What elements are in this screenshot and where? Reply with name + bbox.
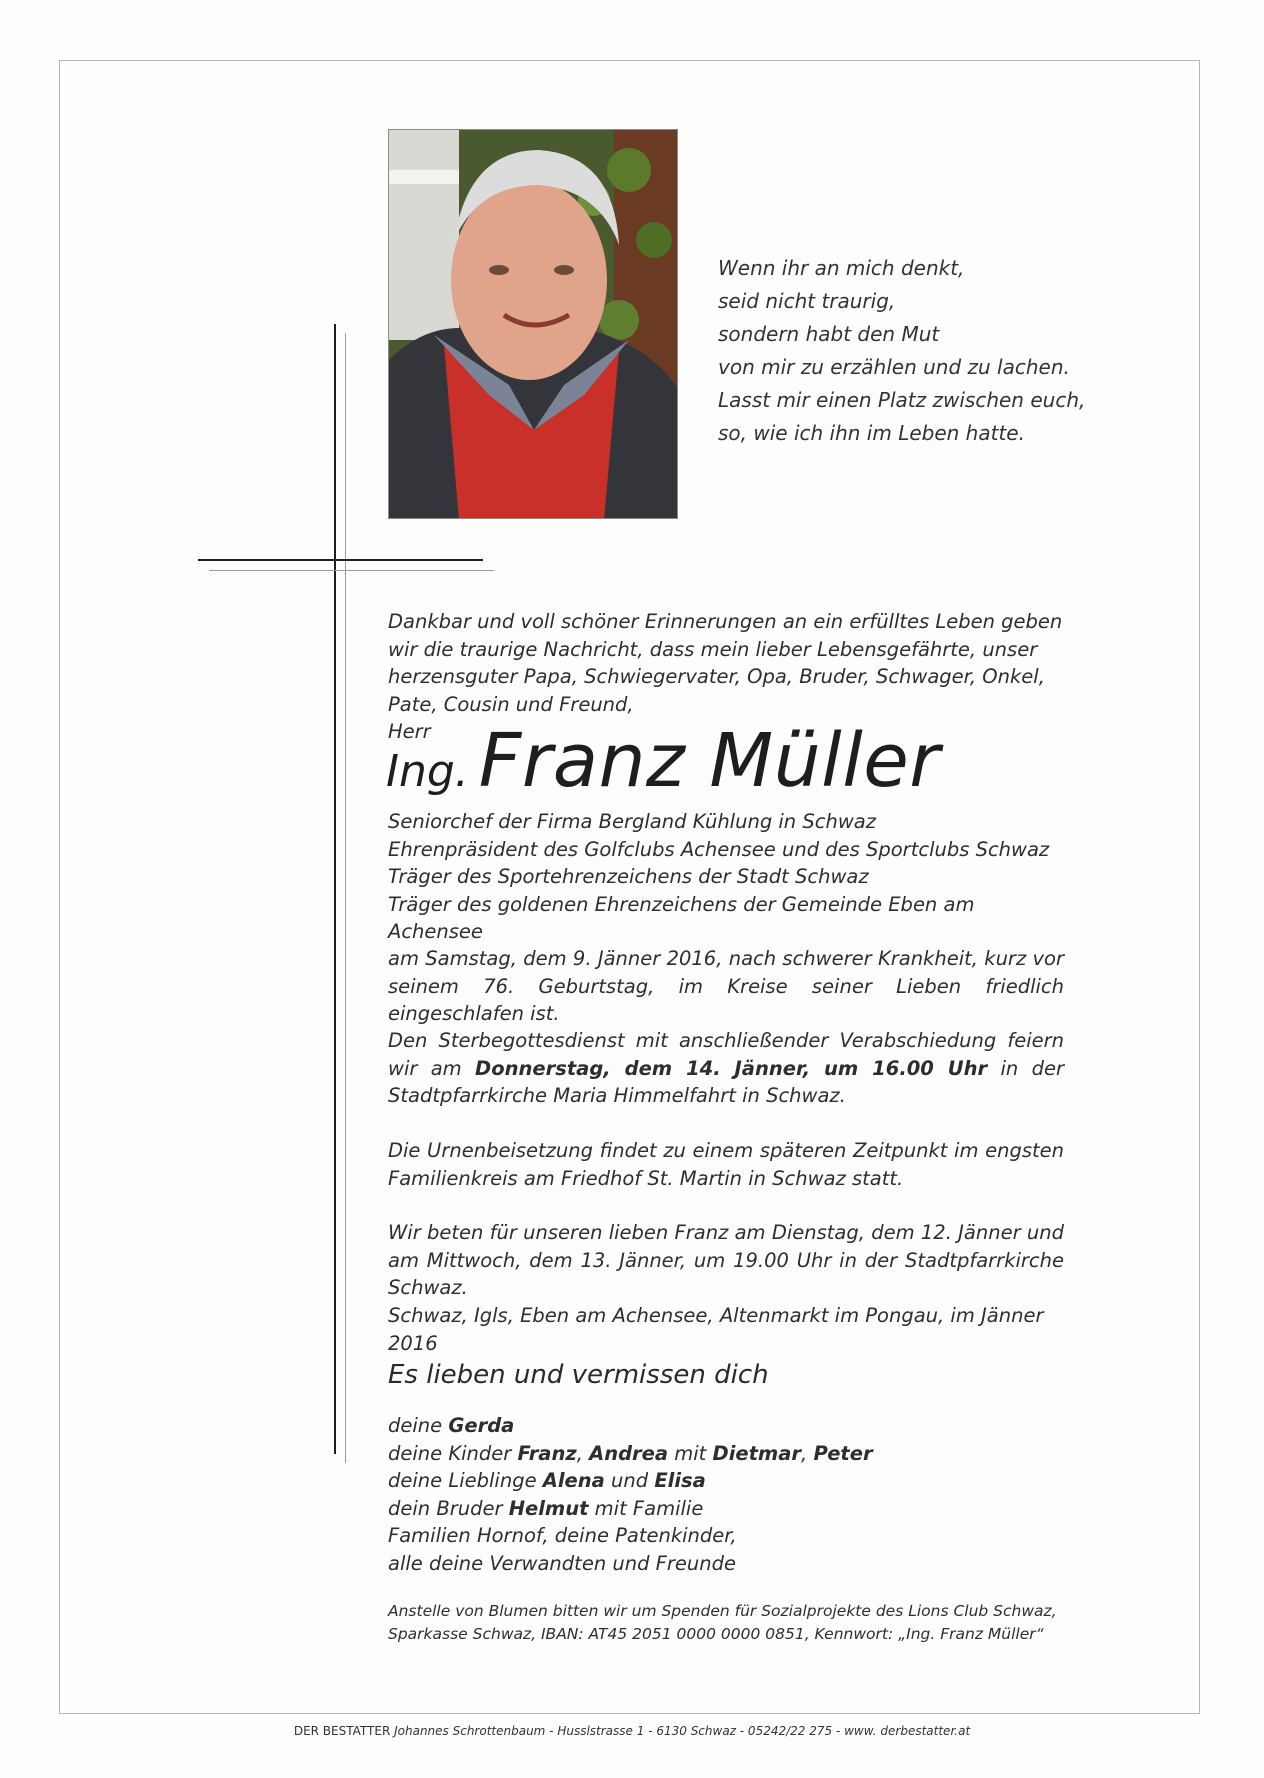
role-line: Ehrenpräsident des Golfclubs Achensee und des Sportclubs Schwaz [388,837,1050,861]
family-line: Familien Hornof, deine Patenkinder, [388,1524,737,1547]
service-text-before: Den Sterbegottesdienst mit anschließender Verabschiedung feiern wir am [388,1029,1064,1080]
donation-request [388,1600,1057,1646]
deceased-full-name: Franz Müller [478,718,941,804]
place-date: Schwaz, Igls, Eben am Achensee, Altenmarkt im Pongau, im Jänner 2016 [388,1304,1044,1355]
role-line: Träger des goldenen Ehrenzeichens der Gemeinde Eben am Achensee [388,892,975,943]
donation-line: Anstelle von Blumen bitten wir um Spenden für Sozialprojekte des Lions Club Schwaz, [388,1602,1057,1620]
closing-line: Es lieben und vermissen dich [388,1360,769,1390]
footer-details: Johannes Schrottenbaum - Husslstrasse 1 - 6130 Schwaz - 05242/22 275 - www. derbestatter.at [394,1724,971,1738]
service-text-after: in der Stadtpfarrkirche Maria Himmelfahrt in Schwaz. [388,1056,1065,1107]
roles-list [388,808,1064,946]
family-name: Elisa [654,1469,706,1492]
poem-line: so, wie ich ihn im Leben hatte. [718,421,1025,445]
cross-vertical-beam [334,324,336,1454]
family-prefix: deine Lieblinge [388,1469,537,1492]
poem-line: von mir zu erzählen und zu lachen. [718,355,1070,379]
family-name: Alena [542,1469,605,1492]
poem-line: Wenn ihr an mich denkt, [718,256,965,280]
family-name: Franz [517,1441,577,1465]
poem-line: Lasst mir einen Platz zwischen euch, [718,388,1086,412]
cross-horizontal-beam [198,559,483,561]
death-notice: am Samstag, dem 9. Jänner 2016, nach schwerer Krankheit, kurz vor seinem 76. Geburtstag, im Kreise seiner Lieben friedlich eingeschlafen ist. [388,947,1064,1025]
family-line [388,1495,1064,1523]
family-connector: mit [674,1441,707,1465]
family-separator: , [576,1441,583,1465]
role-line: Seniorchef der Firma Bergland Kühlung in Schwaz [388,810,876,833]
service-date: Donnerstag, dem 14. Jänner, um 16.00 Uhr [475,1056,988,1080]
family-suffix: mit Familie [594,1496,704,1520]
family-line [388,1412,1064,1440]
family-name: Dietmar [712,1441,802,1465]
family-name: Helmut [508,1496,589,1520]
deceased-title: Ing. [386,746,469,797]
poem-line: sondern habt den Mut [718,322,940,346]
prayer-notice: Wir beten für unseren lieben Franz am Dienstag, dem 12. Jänner und am Mittwoch, dem 13. Jänner, um 19.00 Uhr in der Stadtpfarrkirche Schwaz. [388,1221,1064,1299]
memorial-poem [718,252,1085,450]
family-prefix: deine Kinder [388,1441,512,1465]
family-line [388,1440,1064,1468]
poem-line: seid nicht traurig, [718,289,896,313]
urn-notice: Die Urnenbeisetzung findet zu einem späteren Zeitpunkt im engsten Familienkreis am Friedhof St. Martin in Schwaz statt. [388,1139,1064,1190]
intro-salutation: Herr [388,720,431,743]
deceased-name [386,718,940,804]
portrait-photo [388,129,678,519]
family-prefix: deine [388,1414,443,1437]
family-connector: und [611,1469,649,1492]
family-line: alle deine Verwandten und Freunde [388,1551,736,1575]
cross-horizontal-shadow [209,570,494,571]
role-line: Träger des Sportehrenzeichens der Stadt Schwaz [388,865,869,888]
family-line [388,1467,1064,1495]
family-prefix: dein Bruder [388,1496,503,1520]
footer-brand: DER BESTATTER [293,1724,391,1738]
family-name: Peter [813,1441,873,1465]
family-list [388,1412,1064,1577]
family-name: Andrea [589,1441,669,1465]
family-name: Gerda [448,1414,515,1437]
family-separator: , [801,1441,808,1465]
intro-text: Dankbar und voll schöner Erinnerungen an ein erfülltes Leben geben wir die traurige Nachricht, dass mein lieber Lebensgefährte, unser herzensguter Papa, Schwiegervater, Opa, Bruder, Schwager, Onkel, Pate, Cousin und Freund, [388,610,1063,716]
cross-vertical-shadow [345,333,346,1463]
donation-line: Sparkasse Schwaz, IBAN: AT45 2051 0000 0000 0851, Kennwort: „Ing. Franz Müller“ [388,1625,1044,1643]
undertaker-footer [0,1724,1264,1738]
service-notice [388,1027,1064,1110]
